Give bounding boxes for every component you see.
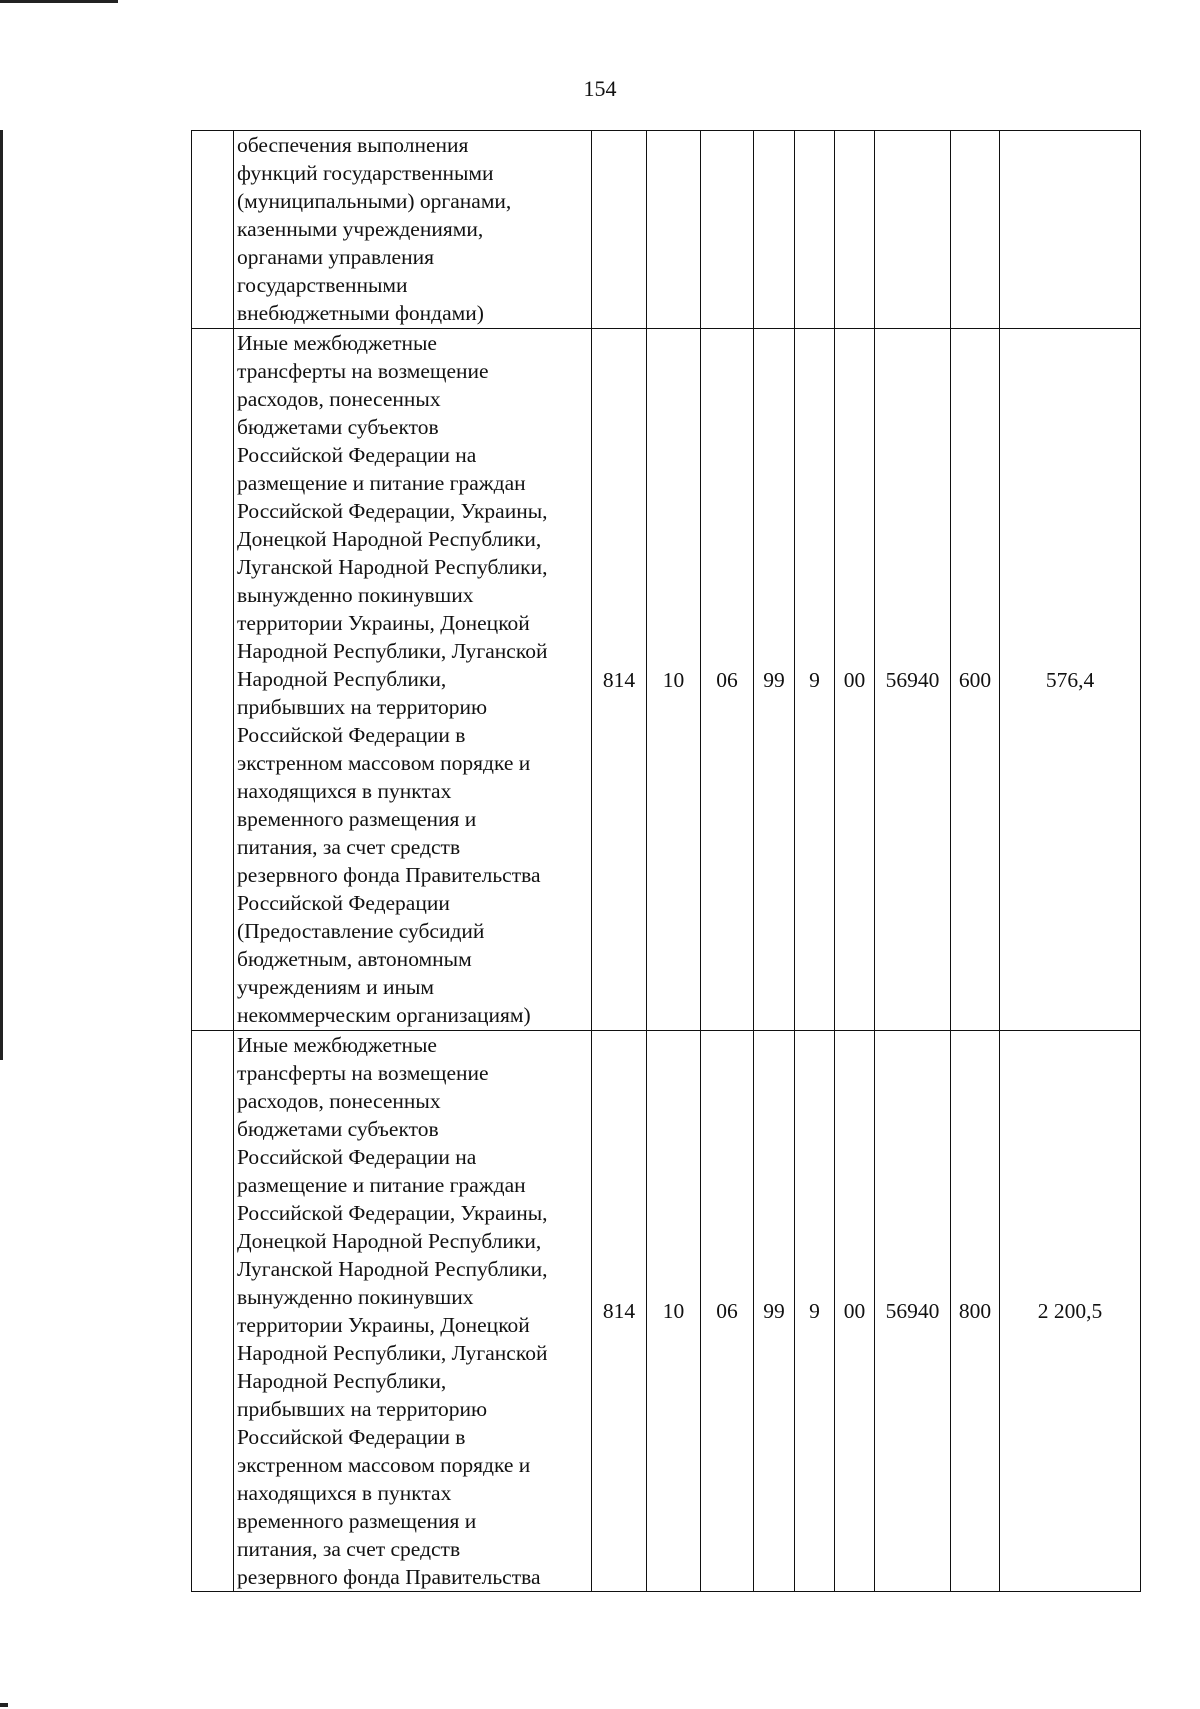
- ministry-cell: [592, 131, 647, 329]
- description-line: Луганской Народной Республики,: [237, 555, 548, 579]
- row-number-cell: [192, 131, 234, 329]
- description-line: резервного фонда Правительства: [237, 863, 541, 887]
- description-line: государственными: [237, 273, 408, 297]
- description-line: Донецкой Народной Республики,: [237, 527, 542, 551]
- scan-mark-bottom: [0, 1703, 8, 1707]
- description-line: бюджетным, автономным: [237, 947, 472, 971]
- description-line: прибывших на территорию: [237, 1397, 488, 1421]
- description-line: расходов, понесенных: [237, 387, 441, 411]
- subprogram-cell: 9: [795, 329, 835, 1031]
- description-line: экстренном массовом порядке и: [237, 1453, 531, 1477]
- table-row: [192, 1031, 1141, 1592]
- description-line: органами управления: [237, 245, 434, 269]
- amount-cell: [1000, 131, 1141, 329]
- description-line: Иные межбюджетные: [237, 1033, 437, 1057]
- description-cell: [234, 131, 592, 329]
- page-number: 154: [583, 76, 617, 101]
- description-line: Российской Федерации в: [237, 723, 466, 747]
- description-line: бюджетами субъектов: [237, 1117, 439, 1141]
- description-line: учреждениям и иным: [237, 975, 435, 999]
- amount-cell: 2 200,5: [1000, 1031, 1141, 1592]
- description-line: Российской Федерации, Украины,: [237, 1201, 548, 1225]
- description-line: территории Украины, Донецкой: [237, 1313, 530, 1337]
- description-line: бюджетами субъектов: [237, 415, 439, 439]
- description-line: Российской Федерации на: [237, 1145, 477, 1169]
- description-line: временного размещения и: [237, 807, 477, 831]
- description-line: Донецкой Народной Республики,: [237, 1229, 542, 1253]
- scan-mark-left: [0, 130, 3, 1060]
- expense-type-cell: 800: [951, 1031, 1000, 1592]
- description-cell: [234, 329, 592, 1031]
- main-event-cell: 00: [835, 329, 875, 1031]
- description-line: (Предоставление субсидий: [237, 919, 485, 943]
- description-line: трансферты на возмещение: [237, 1061, 489, 1085]
- section-cell: 10: [647, 329, 701, 1031]
- description-line: Российской Федерации в: [237, 1425, 466, 1449]
- main-event-cell: 00: [835, 1031, 875, 1592]
- description-line: резервного фонда Правительства: [237, 1565, 541, 1589]
- subprogram-cell: [795, 131, 835, 329]
- subsection-cell: 06: [701, 1031, 754, 1592]
- ministry-cell: 814: [592, 1031, 647, 1592]
- description-line: вынужденно покинувших: [237, 1285, 474, 1309]
- description-line: трансферты на возмещение: [237, 359, 489, 383]
- description-line: размещение и питание граждан: [237, 471, 526, 495]
- direction-cell: 56940: [875, 329, 951, 1031]
- description-line: казенными учреждениями,: [237, 217, 484, 241]
- program-cell: 99: [754, 329, 795, 1031]
- description-line: Народной Республики,: [237, 1369, 447, 1393]
- program-cell: [754, 131, 795, 329]
- description-line: (муниципальными) органами,: [237, 189, 512, 213]
- row-number-cell: [192, 1031, 234, 1592]
- expense-type-cell: [951, 131, 1000, 329]
- description-line: питания, за счет средств: [237, 1537, 461, 1561]
- table-row: [192, 131, 1141, 329]
- subsection-cell: [701, 131, 754, 329]
- description-cell: [234, 1031, 592, 1592]
- description-line: Народной Республики, Луганской: [237, 1341, 548, 1365]
- program-cell: 99: [754, 1031, 795, 1592]
- description-line: Луганской Народной Республики,: [237, 1257, 548, 1281]
- subsection-cell: 06: [701, 329, 754, 1031]
- description-line: Российской Федерации: [237, 891, 450, 915]
- description-line: находящихся в пунктах: [237, 1481, 452, 1505]
- description-line: прибывших на территорию: [237, 695, 488, 719]
- budget-table: [191, 130, 1141, 1592]
- description-line: внебюджетными фондами): [237, 301, 484, 325]
- table-body: [192, 131, 1141, 1592]
- description-line: функций государственными: [237, 161, 494, 185]
- description-line: некоммерческим организациям): [237, 1003, 531, 1027]
- expense-type-cell: 600: [951, 329, 1000, 1031]
- description-line: вынужденно покинувших: [237, 583, 474, 607]
- description-line: размещение и питание граждан: [237, 1173, 526, 1197]
- description-line: расходов, понесенных: [237, 1089, 441, 1113]
- ministry-cell: 814: [592, 329, 647, 1031]
- description-line: находящихся в пунктах: [237, 779, 452, 803]
- section-cell: 10: [647, 1031, 701, 1592]
- direction-cell: 56940: [875, 1031, 951, 1592]
- main-event-cell: [835, 131, 875, 329]
- description-line: обеспечения выполнения: [237, 133, 469, 157]
- row-number-cell: [192, 329, 234, 1031]
- description-line: экстренном массовом порядке и: [237, 751, 531, 775]
- description-line: питания, за счет средств: [237, 835, 461, 859]
- table-row: [192, 329, 1141, 1031]
- amount-cell: 576,4: [1000, 329, 1141, 1031]
- description-line: Иные межбюджетные: [237, 331, 437, 355]
- description-line: территории Украины, Донецкой: [237, 611, 530, 635]
- scan-mark-top: [0, 0, 118, 3]
- section-cell: [647, 131, 701, 329]
- description-line: Народной Республики, Луганской: [237, 639, 548, 663]
- direction-cell: [875, 131, 951, 329]
- subprogram-cell: 9: [795, 1031, 835, 1592]
- description-line: Российской Федерации на: [237, 443, 477, 467]
- description-line: временного размещения и: [237, 1509, 477, 1533]
- description-line: Российской Федерации, Украины,: [237, 499, 548, 523]
- description-line: Народной Республики,: [237, 667, 447, 691]
